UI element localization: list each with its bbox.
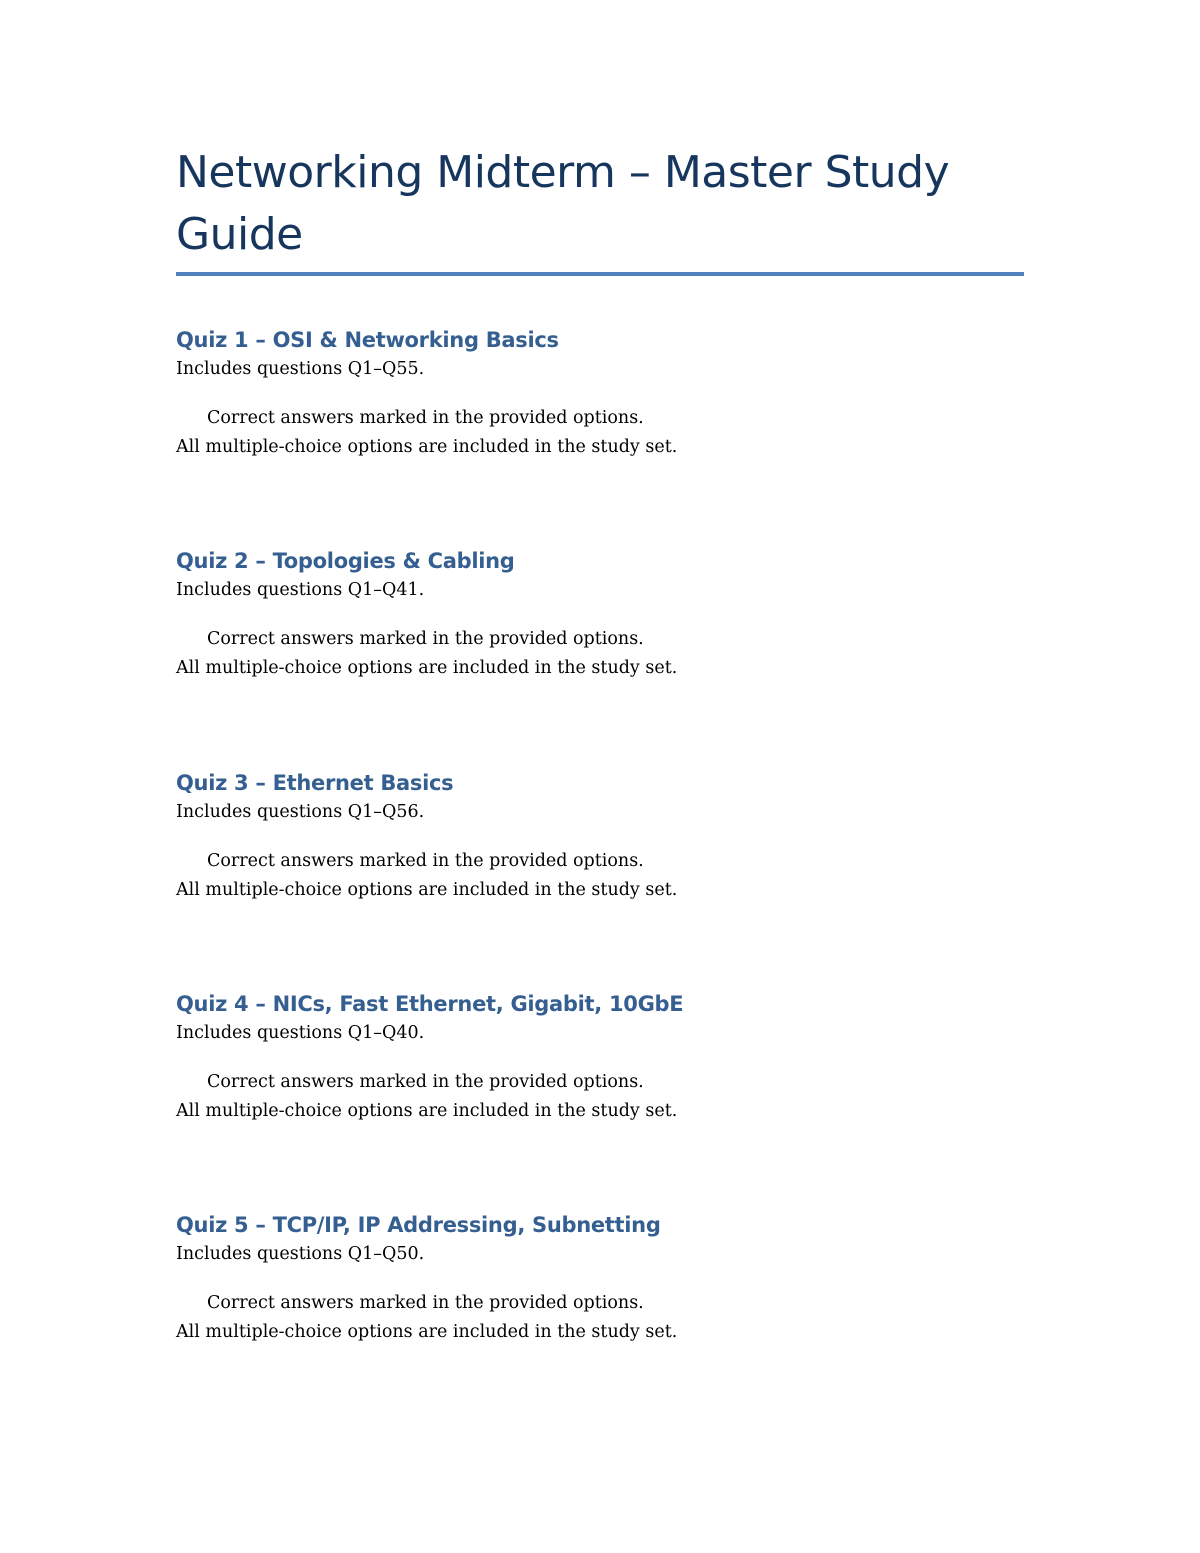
quiz-heading: Quiz 3 – Ethernet Basics xyxy=(176,771,454,795)
title-underline-rule xyxy=(176,272,1024,276)
quiz-question-range: Includes questions Q1–Q50. xyxy=(176,1244,425,1264)
quiz-section-3 xyxy=(176,767,1036,905)
quiz-section-5 xyxy=(176,1209,1036,1347)
quiz-question-range: Includes questions Q1–Q41. xyxy=(176,580,425,600)
quiz-section-2 xyxy=(176,545,1036,683)
quiz-section-1 xyxy=(176,324,1036,462)
quiz-heading: Quiz 2 – Topologies & Cabling xyxy=(176,549,515,573)
quiz-answers-note: Correct answers marked in the provided options. xyxy=(207,1072,644,1092)
quiz-answers-note: Correct answers marked in the provided options. xyxy=(207,408,644,428)
quiz-section-4 xyxy=(176,988,1036,1126)
quiz-answers-note: Correct answers marked in the provided options. xyxy=(207,851,644,871)
quiz-question-range: Includes questions Q1–Q55. xyxy=(176,359,425,379)
quiz-options-note: All multiple-choice options are included in the study set. xyxy=(176,880,678,900)
quiz-options-note: All multiple-choice options are included in the study set. xyxy=(176,437,678,457)
quiz-answers-note: Correct answers marked in the provided options. xyxy=(207,629,644,649)
quiz-question-range: Includes questions Q1–Q40. xyxy=(176,1023,425,1043)
quiz-heading: Quiz 1 – OSI & Networking Basics xyxy=(176,328,559,352)
document-title: Networking Midterm – Master Study Guide xyxy=(176,147,950,260)
quiz-answers-note: Correct answers marked in the provided options. xyxy=(207,1293,644,1313)
quiz-heading: Quiz 5 – TCP/IP, IP Addressing, Subnetting xyxy=(176,1213,661,1237)
quiz-options-note: All multiple-choice options are included in the study set. xyxy=(176,658,678,678)
quiz-question-range: Includes questions Q1–Q56. xyxy=(176,802,425,822)
quiz-options-note: All multiple-choice options are included in the study set. xyxy=(176,1322,678,1342)
quiz-options-note: All multiple-choice options are included in the study set. xyxy=(176,1101,678,1121)
quiz-heading: Quiz 4 – NICs, Fast Ethernet, Gigabit, 10GbE xyxy=(176,992,684,1016)
